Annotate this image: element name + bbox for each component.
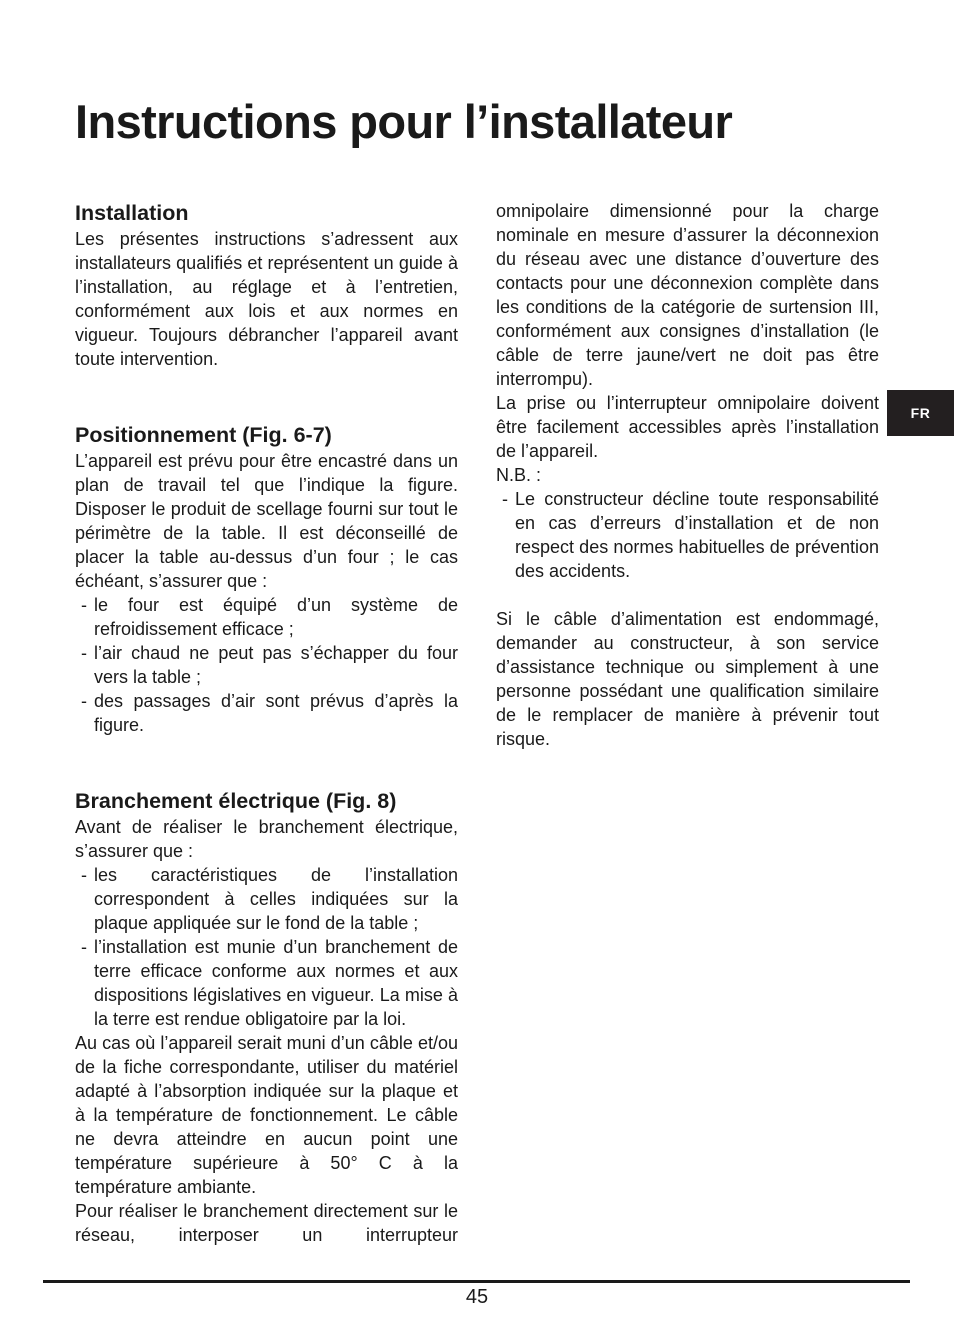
positionnement-heading: Positionnement (Fig. 6-7) <box>75 423 332 447</box>
branchement-heading: Branchement électrique (Fig. 8) <box>75 789 397 813</box>
installation-heading: Installation <box>75 201 189 225</box>
network-paragraph: Pour réaliser le branchement directement sur le réseau, interposer un interrupteur <box>75 1201 458 1245</box>
branchement-intro: Avant de réaliser le branchement électrique, s’assurer que : <box>75 817 458 861</box>
installation-paragraph: Les présentes instructions s’adressent aux installateurs qualifiés et représentent un guide à l’installation, au réglage et à l’entretien, conformément aux lois et aux normes en vigueur. Toujours débrancher l’appareil avant toute intervention. <box>75 229 458 369</box>
positionnement-paragraph: L’appareil est prévu pour être encastré dans un plan de travail tel que l’indique la figure. Disposer le produit de scellage fourni sur tout le périmètre de la table. Il est déconseillé de placer la table au-dessus d’un four ; le cas échéant, s’assurer que : <box>75 451 458 591</box>
language-tab: FR <box>887 390 954 436</box>
list-item: - l’air chaud ne peut pas s’échapper du four vers la table ; <box>75 641 458 689</box>
nb-list <box>496 487 879 583</box>
list-item: - le four est équipé d’un système de refroidissement efficace ; <box>75 593 458 641</box>
page-title: Instructions pour l’installateur <box>75 95 733 148</box>
installation-section <box>75 199 458 371</box>
network-paragraph-continued: omnipolaire dimensionné pour la charge nominale en mesure d’assurer la déconnexion du réseau avec une distance d’ouverture des contacts pour une déconnexion complète dans les conditions de la catégorie de surtension III, conformément aux consignes d’installation (le câble de terre jaune/vert ne doit pas être interrompu). <box>496 201 879 389</box>
nb-label: N.B. : <box>496 465 542 485</box>
left-column <box>75 199 458 1247</box>
access-paragraph: La prise ou l’interrupteur omnipolaire doivent être facilement accessibles après l’installation de l’appareil. <box>496 393 879 461</box>
page-number: 45 <box>465 1286 489 1308</box>
cable-paragraph: Au cas où l’appareil serait muni d’un câble et/ou de la fiche correspondante, utiliser du matériel adapté à l’absorption indiquée sur la plaque et à la température de fonctionnement. Le câble ne devra atteindre en aucun point une température supérieure à 50° C à la température ambiante. <box>75 1033 458 1197</box>
paragraph-spacer <box>496 583 879 607</box>
damaged-cable-paragraph: Si le câble d’alimentation est endommagé, demander au constructeur, à son service d’assistance technique ou simplement à une personne possédant une qualification similaire de le remplacer de manière à prévenir tout risque. <box>496 609 879 749</box>
branchement-list <box>75 863 458 1031</box>
branchement-section <box>75 787 458 1247</box>
footer-divider <box>43 1280 910 1283</box>
positionnement-section <box>75 421 458 737</box>
list-item: - des passages d’air sont prévus d’après la figure. <box>75 689 458 737</box>
positionnement-list <box>75 593 458 737</box>
list-item: - les caractéristiques de l’installation correspondent à celles indiquées sur la plaque appliquée sur le fond de la table ; <box>75 863 458 935</box>
list-item: - l’installation est munie d’un branchement de terre efficace conforme aux normes et aux dispositions législatives en vigueur. La mise à la terre est rendue obligatoire par la loi. <box>75 935 458 1031</box>
right-column <box>496 199 879 751</box>
list-item: - Le constructeur décline toute responsabilité en cas d’erreurs d’installation et de non respect des normes habituelles de prévention des accidents. <box>496 487 879 583</box>
